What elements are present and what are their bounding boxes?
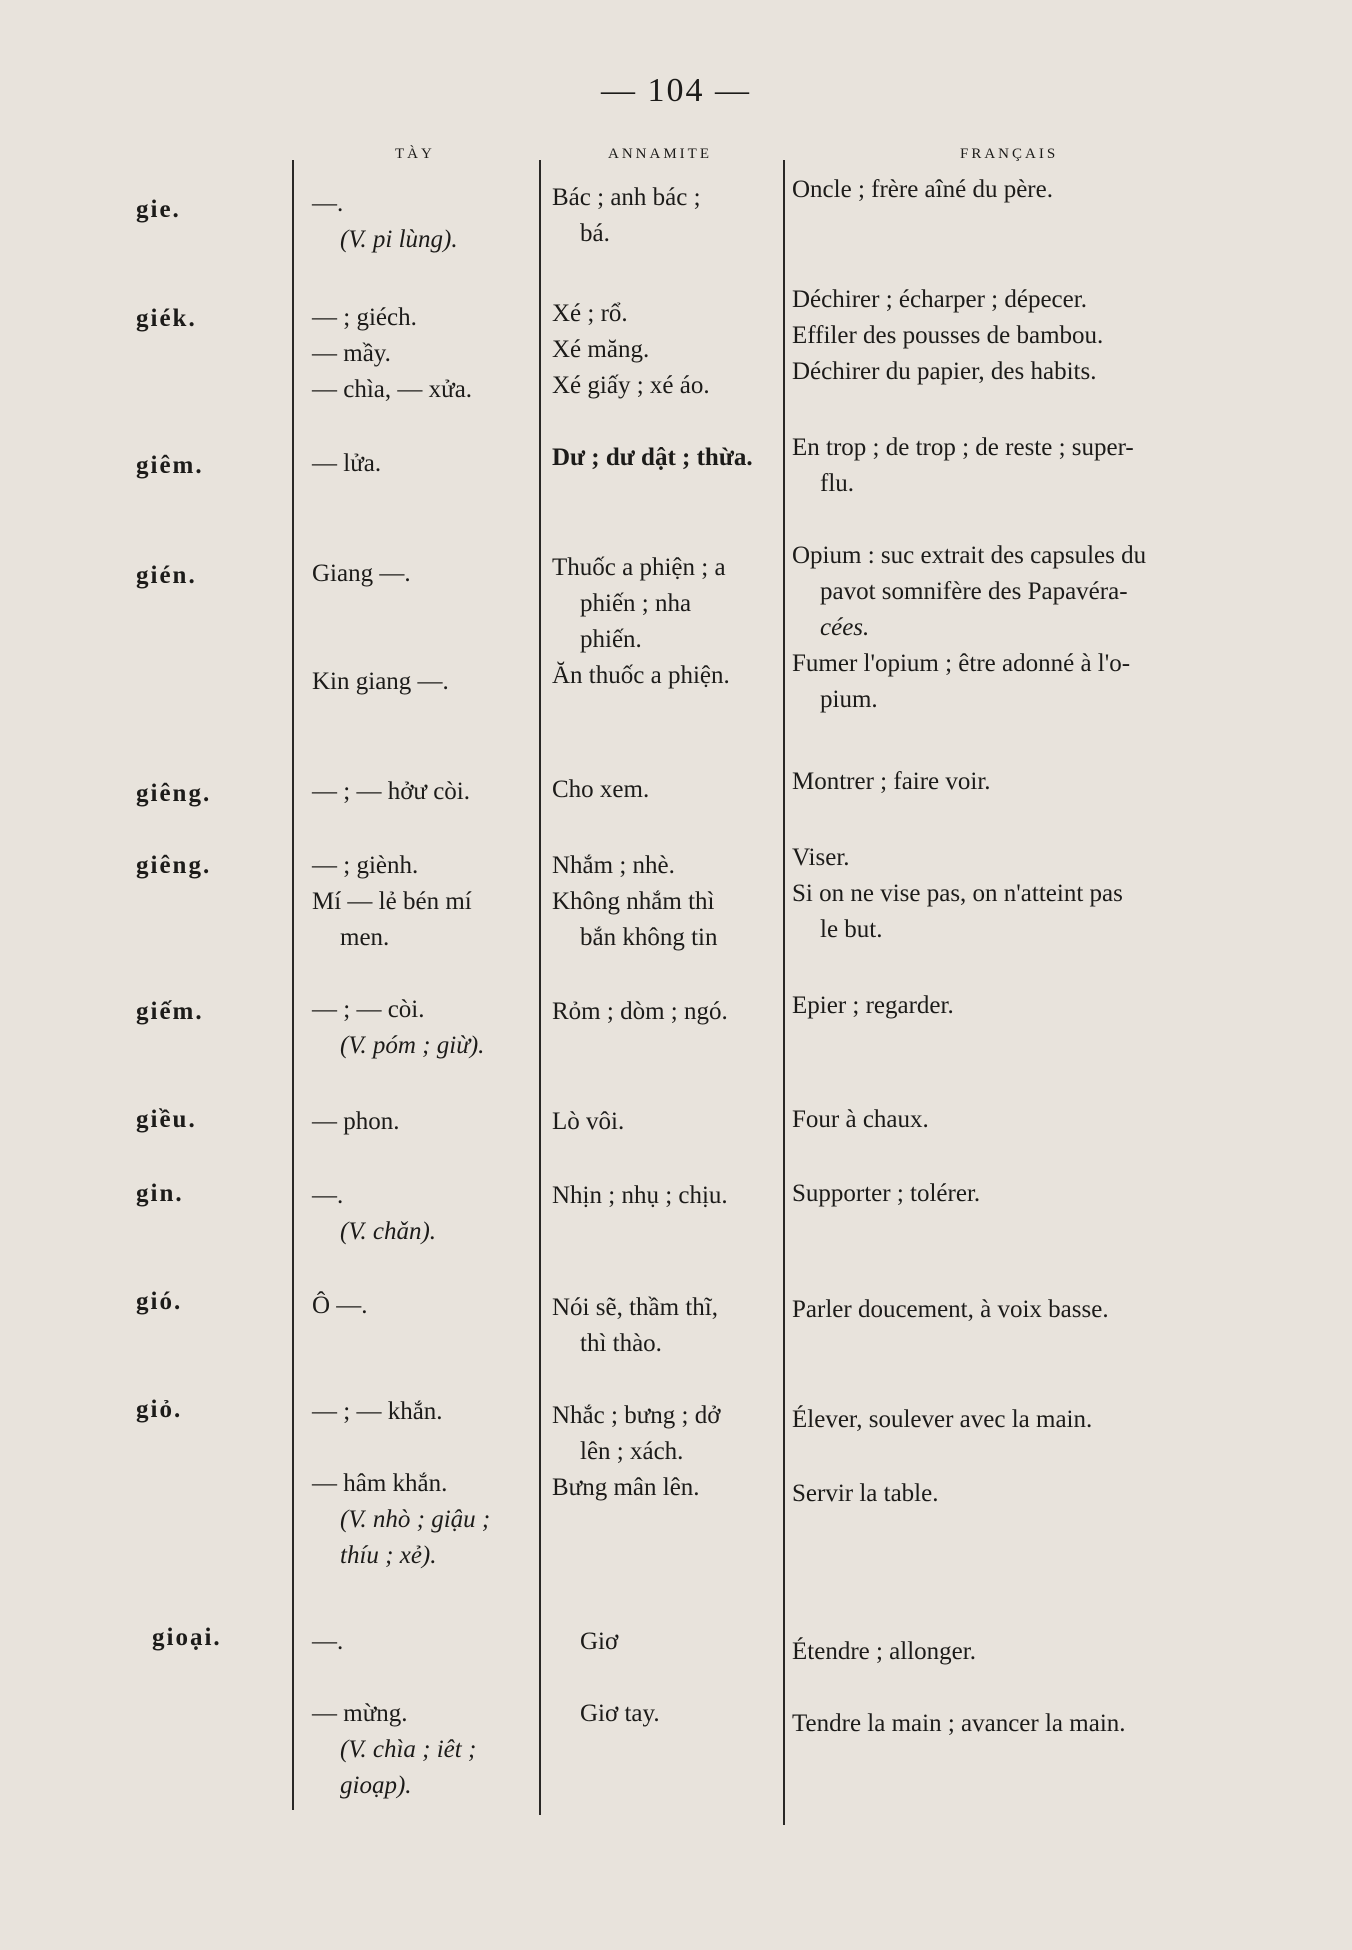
francais-line: pavot somnifère des Papavéra- [820,578,1128,605]
annamite-line [552,1660,782,1696]
francais-line: Élever, soulever avec la main. [792,1406,1093,1433]
annamite-line: bá. [580,220,610,247]
francais-cell [792,538,1262,718]
annamite-cell [552,772,782,808]
tay-line: men. [340,924,390,951]
tay-cell [312,186,542,258]
headword: giều. [136,1106,197,1133]
annamite-cell [552,1104,782,1140]
annamite-line: Rỏm ; dòm ; ngó. [552,998,728,1025]
annamite-cell [552,1624,782,1732]
headword: gién. [136,562,197,589]
tay-line: gioạp). [340,1772,412,1799]
annamite-line: Xé măng. [552,336,650,363]
annamite-line: Lò vôi. [552,1108,625,1135]
tay-line: (V. chǎn). [340,1218,437,1245]
tay-cell [312,1178,542,1250]
annamite-line: Giơ [580,1628,619,1655]
annamite-cell [552,848,782,956]
annamite-line: Không nhắm thì [552,888,715,915]
francais-line: Opium : suc extrait des capsules du [792,542,1147,569]
tay-cell [312,774,542,810]
headword: giêm. [136,452,204,479]
francais-cell [792,172,1262,208]
tay-cell [312,1104,542,1140]
francais-cell [792,1102,1262,1138]
annamite-cell [552,296,782,404]
tay-line [312,592,542,628]
tay-line: Giang —. [312,560,411,587]
francais-line [792,1438,1262,1474]
annamite-line: Xé giấy ; xé áo. [552,372,710,399]
francais-line: Effiler des pousses de bambou. [792,322,1104,349]
tay-line: thíu ; xẻ). [340,1542,437,1569]
francais-line: pium. [820,686,878,713]
francais-line: le but. [820,916,883,943]
annamite-line: Bác ; anh bác ; [552,184,701,211]
tay-cell [312,300,542,408]
francais-line: Viser. [792,844,850,871]
francais-line: Tendre la main ; avancer la main. [792,1710,1126,1737]
annamite-line: Cho xem. [552,776,650,803]
annamite-cell [552,1398,782,1506]
annamite-line: Bưng mân lên. [552,1474,700,1501]
tay-line: — ; — khắn. [312,1398,443,1425]
column-divider [783,160,785,1825]
tay-line: — lửa. [312,450,382,477]
francais-line: Oncle ; frère aîné du père. [792,176,1053,203]
annamite-line: thì thào. [580,1330,662,1357]
annamite-line: Giơ tay. [580,1700,660,1727]
tay-line: — ; giènh. [312,852,419,879]
annamite-line: bắn không tin [580,924,718,951]
annamite-cell [552,180,782,252]
annamite-line: phiến ; nha [580,590,692,617]
tay-cell [312,556,542,700]
headword: gin. [136,1180,184,1207]
tay-line: (V. chìa ; iêt ; [340,1736,477,1763]
francais-line: Fumer l'opium ; être adonné à l'o- [792,650,1131,677]
headword: gie. [136,196,181,223]
francais-line [792,1670,1262,1706]
headword: giêng. [136,780,212,807]
tay-line: (V. pi lùng). [340,226,458,253]
annamite-cell [552,994,782,1030]
tay-line: — ; — hởư còi. [312,778,471,805]
headword: giỏ. [136,1396,183,1423]
annamite-cell [552,1290,782,1362]
tay-cell [312,446,542,482]
tay-line: — mừng. [312,1700,408,1727]
tay-line: (V. nhò ; giậu ; [340,1506,491,1533]
headword: giêng. [136,852,212,879]
francais-cell [792,1292,1262,1328]
annamite-line: Nói sẽ, thầm thĩ, [552,1294,718,1321]
francais-cell [792,1176,1262,1212]
annamite-line: lên ; xách. [580,1438,684,1465]
headword: gió. [136,1288,183,1315]
tay-line [312,1430,542,1466]
tay-line: —. [312,1628,344,1655]
francais-cell [792,764,1262,800]
annamite-cell [552,1178,782,1214]
column-header-annamite: ANNAMITE [608,146,712,162]
francais-cell [792,840,1262,948]
francais-line: cées. [820,614,870,641]
francais-line: Servir la table. [792,1480,939,1507]
headword: giék. [136,305,197,332]
annamite-line: Thuốc a phiện ; a [552,554,726,581]
annamite-line: Dư ; dư dật ; thừa. [552,444,753,471]
francais-line: Montrer ; faire voir. [792,768,991,795]
francais-line: Four à chaux. [792,1106,929,1133]
column-divider [292,160,294,1810]
francais-line: flu. [820,470,855,497]
tay-line: Ô —. [312,1292,368,1319]
tay-line: — phon. [312,1108,400,1135]
annamite-line: Nhịn ; nhụ ; chịu. [552,1182,728,1209]
tay-cell [312,848,542,956]
francais-line: Déchirer du papier, des habits. [792,358,1097,385]
annamite-line: phiến. [580,626,642,653]
annamite-cell [552,440,782,476]
francais-line: Déchirer ; écharper ; dépecer. [792,286,1087,313]
tay-cell [312,1394,542,1574]
francais-cell [792,282,1262,390]
francais-cell [792,988,1262,1024]
tay-line: — chìa, — xửa. [312,376,473,403]
tay-line: Kin giang —. [312,668,449,695]
tay-line: — hâm khắn. [312,1470,448,1497]
francais-line: En trop ; de trop ; de reste ; super- [792,434,1134,461]
francais-line: Supporter ; tolérer. [792,1180,981,1207]
tay-line: — ; giéch. [312,304,417,331]
francais-cell [792,1402,1262,1512]
tay-line: — mầy. [312,340,391,367]
tay-line [312,1660,542,1696]
headword: gioại. [152,1624,222,1651]
francais-line: Parler doucement, à voix basse. [792,1296,1109,1323]
page-number: — 104 — [601,72,751,109]
annamite-line: Nhắm ; nhè. [552,852,675,879]
tay-line: (V. póm ; giừ). [340,1032,485,1059]
headword: giếm. [136,998,204,1025]
tay-cell [312,1288,542,1324]
francais-cell [792,1634,1262,1742]
annamite-line: Xé ; rổ. [552,300,628,327]
tay-line: —. [312,1182,344,1209]
column-header-francais: FRANÇAIS [960,146,1059,162]
column-header-tay: TÀY [395,146,435,162]
francais-line: Epier ; regarder. [792,992,954,1019]
annamite-line: Ăn thuốc a phiện. [552,662,730,689]
tay-line: —. [312,190,344,217]
francais-line: Si on ne vise pas, on n'atteint pas [792,880,1123,907]
annamite-cell [552,550,782,694]
francais-cell [792,430,1262,502]
francais-line: Étendre ; allonger. [792,1638,976,1665]
annamite-line: Nhắc ; bưng ; dở [552,1402,721,1429]
tay-line: — ; — còi. [312,996,425,1023]
tay-cell [312,1624,542,1804]
tay-cell [312,992,542,1064]
tay-line: Mí — lẻ bén mí [312,888,472,915]
